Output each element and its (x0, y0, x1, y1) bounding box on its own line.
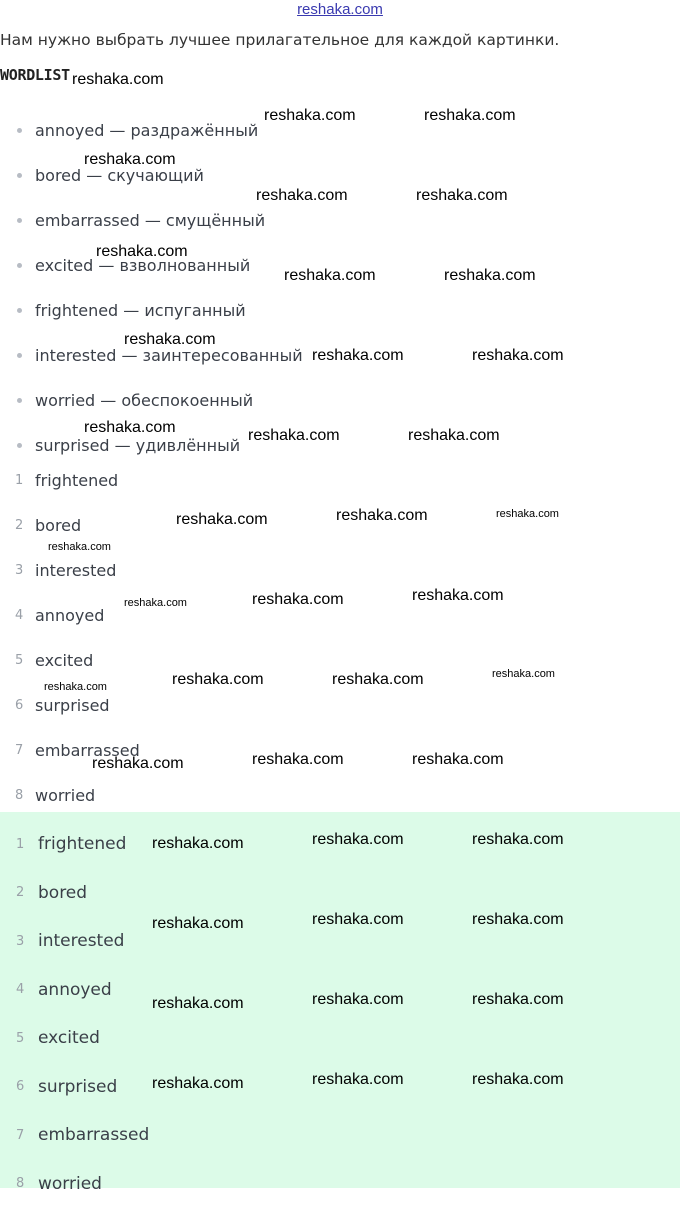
item-number: 5 (0, 653, 35, 668)
answer-list (0, 820, 149, 1208)
list-item (0, 1160, 149, 1208)
watermark-text: reshaka.com (472, 347, 564, 365)
watermark-text: reshaka.com (72, 71, 164, 89)
answer-word: annoyed (38, 980, 112, 1000)
answer-word: frightened (38, 834, 126, 854)
watermark-text: reshaka.com (312, 991, 404, 1009)
list-item (0, 593, 140, 638)
watermark-text: reshaka.com (152, 1075, 244, 1093)
item-number: 3 (0, 934, 38, 949)
wordlist-entry: excited — взволнованный (35, 256, 250, 275)
watermark-text: reshaka.com (472, 1071, 564, 1089)
bullet-icon (17, 173, 22, 178)
item-word: annoyed (35, 606, 104, 625)
item-number: 2 (0, 518, 35, 533)
watermark-text: reshaka.com (264, 107, 356, 125)
item-number: 4 (0, 608, 35, 623)
list-item (0, 378, 303, 423)
list-item (0, 548, 140, 593)
item-number: 5 (0, 1031, 38, 1046)
item-number: 1 (0, 837, 38, 852)
item-word: interested (35, 561, 116, 580)
answer-word: embarrassed (38, 1125, 149, 1145)
watermark-text: reshaka.com (412, 587, 504, 605)
watermark-text: reshaka.com (424, 107, 516, 125)
item-number: 6 (0, 1079, 38, 1094)
watermark-text: reshaka.com (252, 591, 344, 609)
answer-word: bored (38, 883, 87, 903)
list-item (0, 820, 149, 869)
item-number: 2 (0, 885, 38, 900)
watermark-text: reshaka.com (152, 835, 244, 853)
watermark-text: reshaka.com (332, 671, 424, 689)
item-word: embarrassed (35, 741, 140, 760)
watermark-text: reshaka.com (96, 243, 188, 261)
item-number: 1 (0, 473, 35, 488)
answer-word: interested (38, 931, 124, 951)
list-item (0, 966, 149, 1015)
watermark-text: reshaka.com (312, 1071, 404, 1089)
watermark-text: reshaka.com (176, 511, 268, 529)
bullet-icon (17, 443, 22, 448)
bullet-icon (17, 353, 22, 358)
answer-word: excited (38, 1028, 100, 1048)
bullet-icon (17, 263, 22, 268)
watermark-text: reshaka.com (472, 991, 564, 1009)
watermark-text: reshaka.com (472, 831, 564, 849)
list-item (0, 1014, 149, 1063)
wordlist-entry: interested — заинтересованный (35, 346, 303, 365)
item-number: 6 (0, 698, 35, 713)
watermark-text: reshaka.com (248, 427, 340, 445)
wordlist-entry: worried — обеспокоенный (35, 391, 253, 410)
item-word: excited (35, 651, 93, 670)
watermark-text: reshaka.com (172, 671, 264, 689)
watermark-text: reshaka.com (312, 831, 404, 849)
wordlist-entry: bored — скучающий (35, 166, 204, 185)
watermark-text: reshaka.com (48, 541, 111, 553)
watermark-text: reshaka.com (252, 751, 344, 769)
item-number: 8 (0, 1176, 38, 1191)
list-item (0, 638, 140, 683)
watermark-text: reshaka.com (92, 755, 184, 773)
item-number: 7 (0, 1128, 38, 1143)
wordlist-title: WORDLIST (0, 66, 70, 84)
watermark-text: reshaka.com (124, 331, 216, 349)
watermark-text: reshaka.com (152, 995, 244, 1013)
watermark-text: reshaka.com (312, 347, 404, 365)
watermark-text: reshaka.com (84, 151, 176, 169)
bullet-icon (17, 398, 22, 403)
wordlist-entry: surprised — удивлённый (35, 436, 240, 455)
watermark-text: reshaka.com (284, 267, 376, 285)
watermark-text: reshaka.com (312, 911, 404, 929)
item-number: 4 (0, 982, 38, 997)
watermark-text: reshaka.com (256, 187, 348, 205)
watermark-text: reshaka.com (496, 508, 559, 520)
item-word: worried (35, 786, 95, 805)
item-word: surprised (35, 696, 110, 715)
answer-word: worried (38, 1174, 102, 1194)
watermark-text: reshaka.com (492, 668, 555, 680)
wordlist-entry: embarrassed — смущённый (35, 211, 265, 230)
list-item (0, 108, 303, 153)
watermark-text: reshaka.com (84, 419, 176, 437)
bullet-icon (17, 128, 22, 133)
item-number: 8 (0, 788, 35, 803)
watermark-text: reshaka.com (472, 911, 564, 929)
bullet-icon (17, 308, 22, 313)
list-item (0, 458, 140, 503)
item-number: 7 (0, 743, 35, 758)
item-word: frightened (35, 471, 118, 490)
watermark-text: reshaka.com (408, 427, 500, 445)
site-link[interactable]: reshaka.com (0, 1, 680, 18)
bullet-icon (17, 218, 22, 223)
item-number: 3 (0, 563, 35, 578)
watermark-text: reshaka.com (444, 267, 536, 285)
watermark-text: reshaka.com (152, 915, 244, 933)
watermark-text: reshaka.com (416, 187, 508, 205)
watermark-text: reshaka.com (44, 681, 107, 693)
list-item (0, 917, 149, 966)
watermark-text: reshaka.com (124, 597, 187, 609)
answer-word: surprised (38, 1077, 117, 1097)
wordlist-entry: annoyed — раздражённый (35, 121, 258, 140)
list-item (0, 288, 303, 333)
watermark-text: reshaka.com (412, 751, 504, 769)
watermark-text: reshaka.com (336, 507, 428, 525)
intro-text: Нам нужно выбрать лучшее прилагательное для каждой картинки. (0, 31, 559, 49)
list-item (0, 1063, 149, 1112)
item-word: bored (35, 516, 81, 535)
wordlist-entry: frightened — испуганный (35, 301, 246, 320)
list-item (0, 869, 149, 918)
list-item (0, 1111, 149, 1160)
